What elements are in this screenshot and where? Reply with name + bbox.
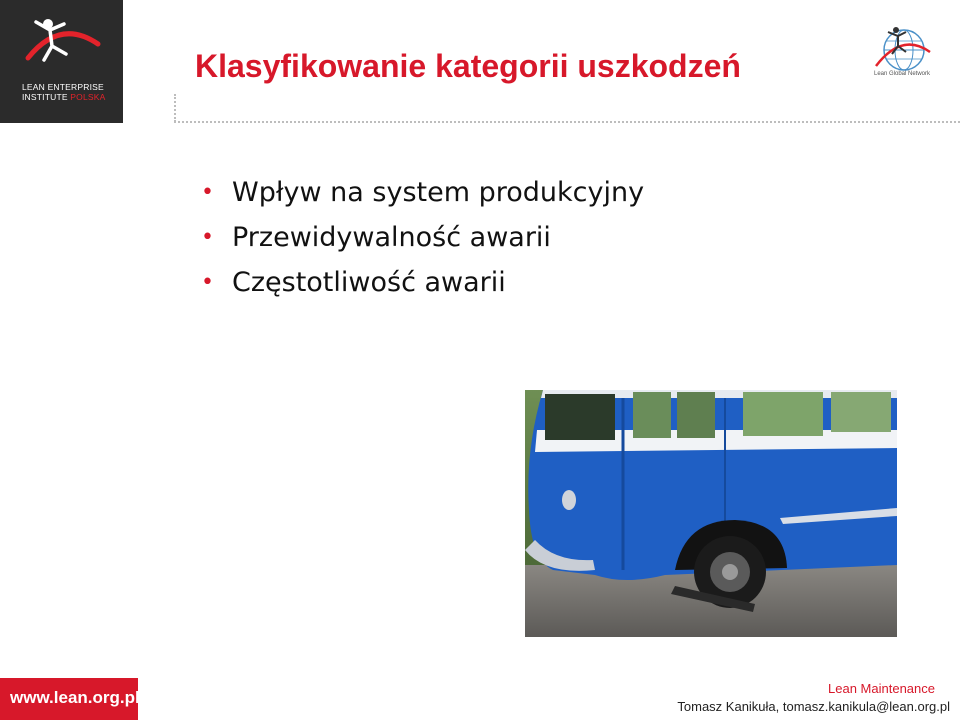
bullet-item: • Częstotliwość awarii xyxy=(198,260,644,305)
bus-photo xyxy=(525,390,897,637)
footer-course-title: Lean Maintenance xyxy=(828,681,935,696)
bullet-icon: • xyxy=(201,270,214,295)
bullet-icon: • xyxy=(201,180,214,205)
bullet-icon: • xyxy=(201,225,214,250)
logo-line-2: INSTITUTE POLSKA xyxy=(22,92,106,102)
partner-logo-caption: Lean Global Network xyxy=(873,71,931,77)
footer-url[interactable]: www.lean.org.pl xyxy=(10,688,140,707)
slide-title: Klasyfikowanie kategorii uszkodzeń xyxy=(195,48,741,84)
logo-text xyxy=(22,82,106,102)
logo-line-1: LEAN ENTERPRISE xyxy=(22,82,104,92)
leaping-figure-icon xyxy=(0,0,123,80)
bullet-list xyxy=(198,170,644,305)
footer-author-contact: Tomasz Kanikuła, tomasz.kanikula@lean.org.pl xyxy=(677,699,950,714)
lean-enterprise-institute-logo xyxy=(0,0,123,123)
bullet-item: • Wpływ na system produkcyjny xyxy=(198,170,644,215)
bullet-item: • Przewidywalność awarii xyxy=(198,215,644,260)
title-divider-horizontal xyxy=(174,121,960,123)
title-divider-vertical xyxy=(174,94,176,122)
